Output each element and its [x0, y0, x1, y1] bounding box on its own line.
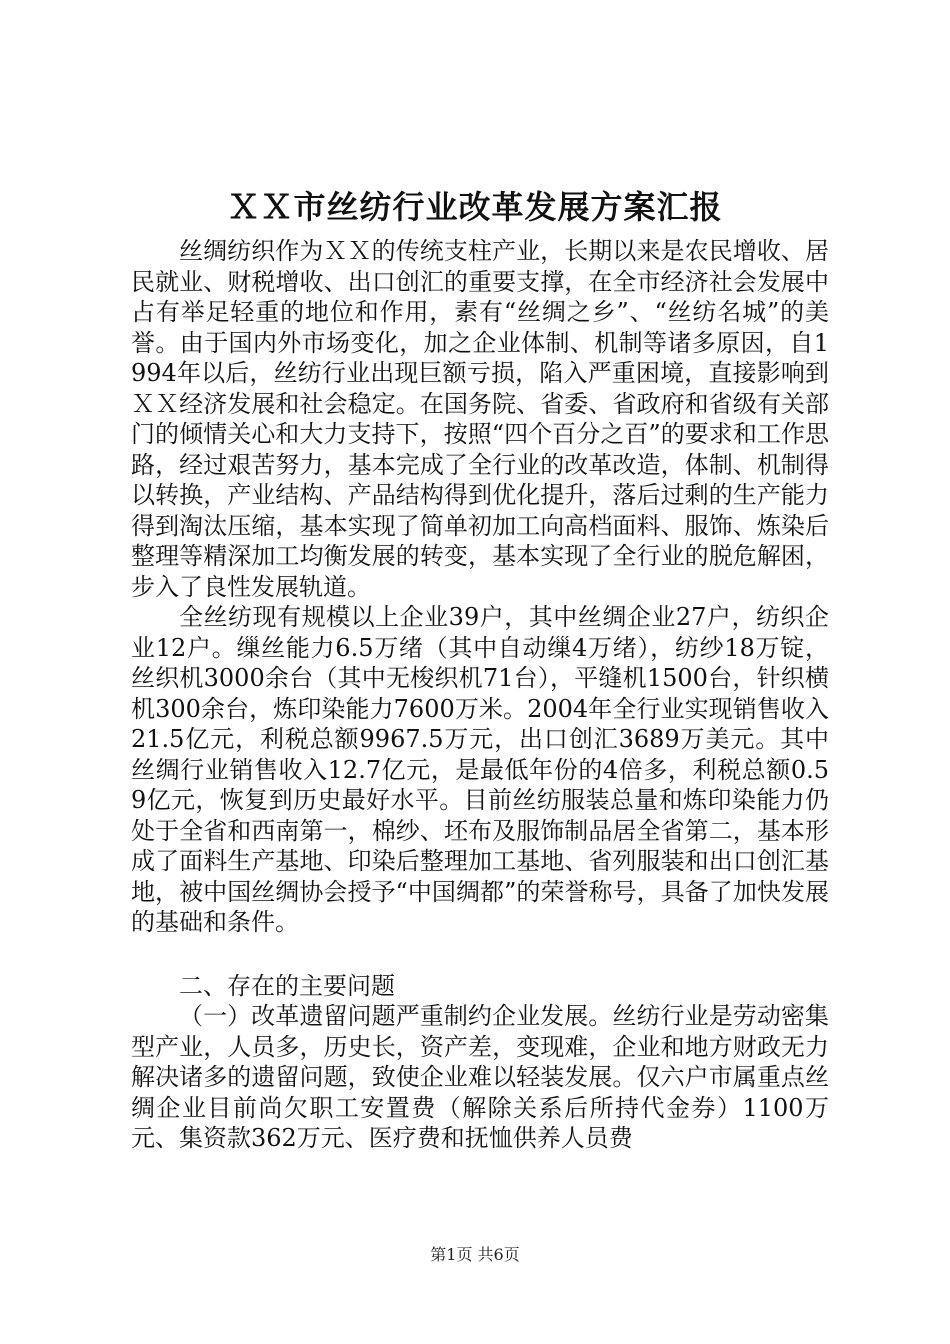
section-heading: 二、存在的主要问题 — [179, 971, 395, 1000]
page-number-footer: 第1页 共6页 — [430, 1245, 520, 1264]
document-title: ＸＸ市丝纺行业改革发展方案汇报 — [227, 188, 723, 226]
paragraph-problem-1: （一）改革遗留问题严重制约企业发展。丝纺行业是劳动密集型产业，人员多，历史长，资产差，变现难，企业和地方财政无力解决诸多的遗留问题，致使企业难以轻装发展。仅六户市属重点丝绸企业目前尚欠职工安置费（解除关系后所持代金券）1100万元、集资款362万元、医疗费和抚恤供养人员费 — [131, 1002, 829, 1152]
paragraph-status: 全丝纺现有规模以上企业39户，其中丝绸企业27户，纺织企业12户。缫丝能力6.5万绪（其中自动缫4万绪），纺纱18万锭，丝织机3000余台（其中无梭织机71台），平缝机1500台，针织横机300余台，炼印染能力7600万米。2004年全行业实现销售收入21.5亿元，利税总额9967.5万元，出口创汇3689万美元。其中丝绸行业销售收入12.7亿元，是最低年份的4倍多，利税总额0.59亿元，恢复到历史最好水平。目前丝纺服装总量和炼印染能力仍处于全省和西南第一，棉纱、坯布及服饰制品居全省第二，基本形成了面料生产基地、印染后整理加工基地、省列服装和出口创汇基地，被中国丝绸协会授予“中国绸都”的荣誉称号，具备了加快发展的基础和条件。 — [131, 603, 829, 936]
paragraph-intro: 丝绸纺织作为ＸＸ的传统支柱产业，长期以来是农民增收、居民就业、财税增收、出口创汇的重要支撑，在全市经济社会发展中占有举足轻重的地位和作用，素有“丝绸之乡”、“丝纺名城”的美誉。由于国内外市场变化，加之企业体制、机制等诸多原因，自1994年以后，丝纺行业出现巨额亏损，陷入严重困境，直接影响到ＸＸ经济发展和社会稳定。在国务院、省委、省政府和省级有关部门的倾情关心和大力支持下，按照“四个百分之百”的要求和工作思路，经过艰苦努力，基本完成了全行业的改革改造，体制、机制得以转换，产业结构、产品结构得到优化提升，落后过剩的生产能力得到淘汰压缩，基本实现了简单初加工向高档面料、服饰、炼染后整理等精深加工均衡发展的转变，基本实现了全行业的脱危解困，步入了良性发展轨道。 — [131, 237, 829, 601]
document-body — [131, 236, 829, 1154]
